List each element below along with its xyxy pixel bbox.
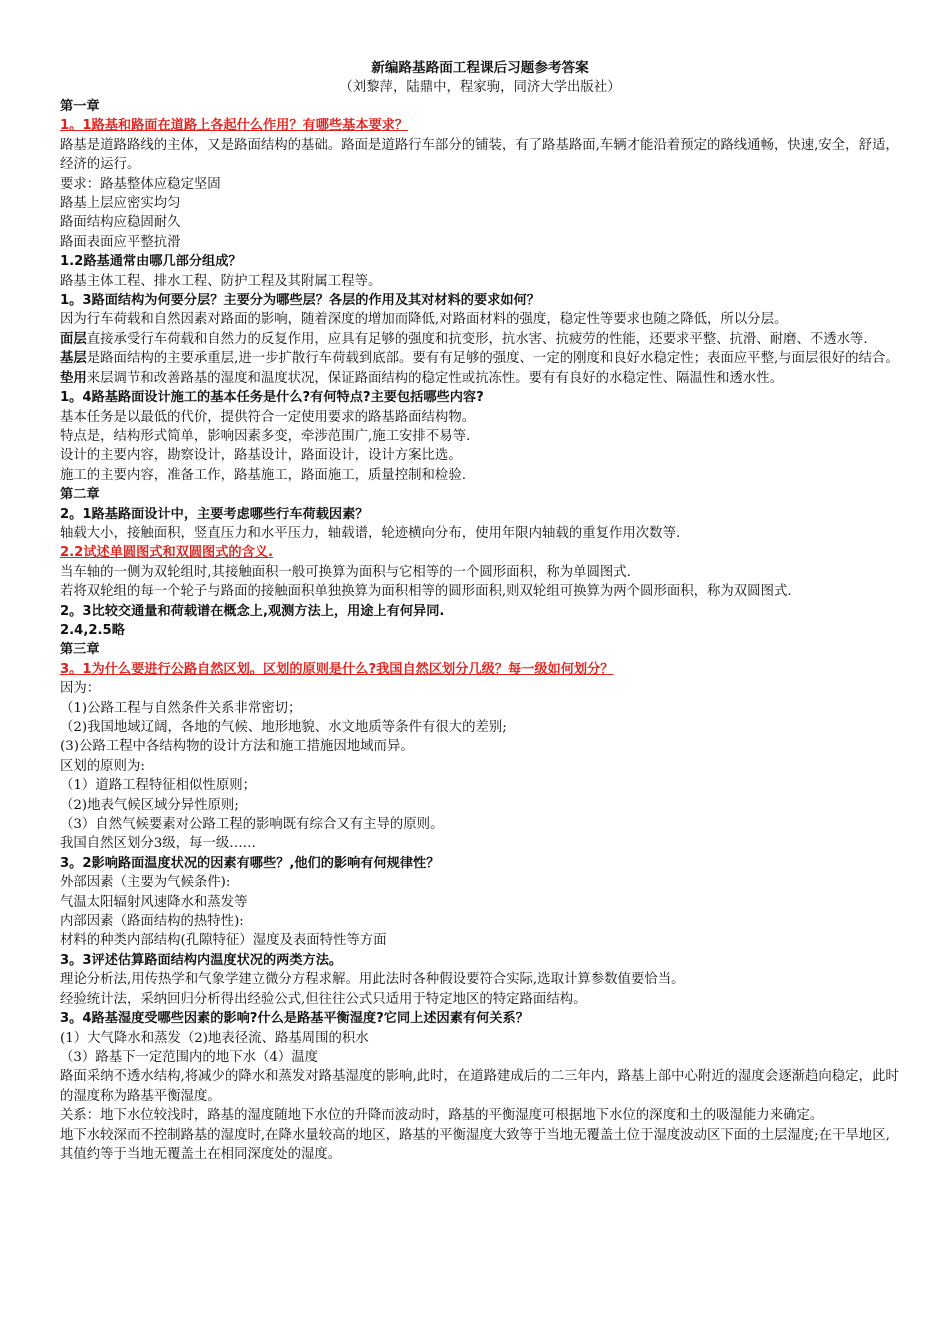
chapter-3-heading: 第三章 <box>60 642 100 658</box>
question-3-3: 3。3评述估算路面结构内温度状况的两类方法。 <box>60 952 343 968</box>
answer-paragraph: （2)我国地域辽阔，各地的气候、地形地貌、水文地质等条件有很大的差别; <box>60 720 507 735</box>
chapter-2-heading: 第二章 <box>60 487 100 503</box>
question-2-1: 2。1路基路面设计中，主要考虑哪些行车荷载因素？ <box>60 506 369 522</box>
answer-paragraph: (1）大气降水和蒸发（2)地表径流、路基周围的积水 <box>60 1030 369 1046</box>
document-subtitle: （刘黎萍，陆鼎中，程家驹，同济大学出版社） <box>339 80 621 95</box>
answer-text: 来层调节和改善路基的湿度和温度状况，保证路面结构的稳定性或抗冻性。要有有良好的水稳定性、隔温性和透水性。 <box>86 370 784 386</box>
answer-paragraph: 设计的主要内容，勘察设计，路基设计，路面设计，设计方案比选。 <box>60 448 462 464</box>
answer-paragraph: 区划的原则为: <box>60 758 145 774</box>
answer-paragraph: 外部因素（主要为气候条件): <box>60 875 231 891</box>
question-1-1: 1。1路基和路面在道路上各起什么作用？有哪些基本要求？ <box>60 118 409 134</box>
answer-paragraph: 轴载大小，接触面积，竖直压力和水平压力，轴载谱，轮迹横向分布，使用年限内轴载的重复作用次数等. <box>60 525 681 541</box>
answer-paragraph: 当车轴的一侧为双轮组时,其接触面积一般可换算为面积与它相等的一个圆形面积，称为单圆图式. <box>60 564 631 580</box>
chapter-1-heading: 第一章 <box>60 99 100 114</box>
document-title: 新编路基路面工程课后习题参考答案 <box>371 60 589 76</box>
question-2-2: 2.2试述单圆图式和双圆图式的含义. <box>60 545 273 561</box>
answer-paragraph: 地下水较深而不控制路基的湿度时,在降水量较高的地区，路基的平衡湿度大致等于当地无覆盖土位于湿度波动区下面的土层湿度;在干旱地区,其值约等于当地无覆盖土在相同深度处的湿度。 <box>60 1127 890 1162</box>
answer-paragraph <box>60 369 900 388</box>
answer-paragraph: 气温太阳辐射风速降水和蒸发等 <box>60 894 248 910</box>
question-3-4: 3。4路基湿度受哪些因素的影响?什么是路基平衡湿度?它同上述因素有何关系？ <box>60 1011 529 1027</box>
answer-paragraph: 材料的种类内部结构(孔隙特征）湿度及表面特性等方面 <box>60 933 387 949</box>
answer-paragraph: 路面结构应稳固耐久 <box>60 215 181 231</box>
question-1-4: 1。4路基路面设计施工的基本任务是什么?有何特点?主要包括哪些内容? <box>60 390 484 406</box>
answer-paragraph <box>60 330 900 349</box>
answer-paragraph: （1）道路工程特征相似性原则； <box>60 778 256 794</box>
answer-paragraph: 理论分析法,用传热学和气象学建立微分方程求解。用此法时各种假设要符合实际,选取计算参数值要恰当。 <box>60 972 685 988</box>
answer-paragraph: 关系：地下水位较浅时，路基的湿度随地下水位的升降而波动时，路基的平衡湿度可根据地下水位的深度和土的吸湿能力来确定。 <box>60 1108 824 1124</box>
answer-paragraph: （3）自然气候要素对公路工程的影响既有综合又有主导的原则。 <box>60 817 444 833</box>
answer-paragraph: 因为行车荷载和自然因素对路面的影响，随着深度的增加而降低,对路面材料的强度，稳定性等要求也随之降低，所以分层。 <box>60 312 788 328</box>
answer-paragraph: 要求：路基整体应稳定坚固 <box>60 176 221 192</box>
question-3-2: 3。2影响路面温度状况的因素有哪些？,他们的影响有何规律性？ <box>60 855 440 871</box>
term-surface-layer: 面层 <box>60 331 87 347</box>
answer-paragraph: 基本任务是以最低的代价，提供符合一定使用要求的路基路面结构物。 <box>60 409 476 425</box>
answer-text: 是路面结构的主要承重层,进一步扩散行车荷载到底部。要有有足够的强度、一定的刚度和良好水稳定性；表面应平整,与面层很好的结合。 <box>86 351 899 367</box>
question-1-2: 1.2路基通常由哪几部分组成？ <box>60 254 242 270</box>
answer-paragraph: （2)地表气候区域分异性原则; <box>60 797 239 813</box>
answer-paragraph <box>60 349 900 368</box>
answer-paragraph: 若将双轮组的每一个轮子与路面的接触面积单独换算为面积相等的圆形面积,则双轮组可换算为两个圆形面积，称为双圆图式. <box>60 584 792 600</box>
answer-text: 直接承受行车荷载和自然力的反复作用，应具有足够的强度和抗变形，抗水害、抗疲劳的性能，还要求平整、抗滑、耐磨、不透水等. <box>86 331 868 347</box>
question-3-1: 3。1为什么要进行公路自然区划。区划的原则是什么?我国自然区划分几级？每一级如何划分？ <box>60 661 614 677</box>
answer-paragraph: 路基上层应密实均匀 <box>60 196 181 212</box>
answer-paragraph: （1)公路工程与自然条件关系非常密切； <box>60 700 302 716</box>
answer-paragraph: 经验统计法，采纳回归分析得出经验公式,但往往公式只适用于特定地区的特定路面结构。 <box>60 991 587 1007</box>
answer-paragraph: 施工的主要内容，准备工作，路基施工，路面施工，质量控制和检验. <box>60 467 466 483</box>
answer-paragraph: 路面采纳不透水结构,将减少的降水和蒸发对路基湿度的影响,此时，在道路建成后的二三年内，路基上部中心附近的湿度会逐渐趋向稳定，此时的湿度称为路基平衡湿度。 <box>60 1069 899 1104</box>
answer-paragraph: 路面表面应平整抗滑 <box>60 234 181 250</box>
answer-paragraph: 内部因素（路面结构的热特性): <box>60 914 244 930</box>
answer-paragraph: （3）路基下一定范围内的地下水（4）温度 <box>60 1049 319 1065</box>
question-2-4-2-5: 2.4,2.5略 <box>60 622 125 638</box>
document-page <box>60 58 900 1164</box>
term-base-layer: 基层 <box>60 351 87 367</box>
term-cushion-layer: 垫用 <box>60 370 87 386</box>
answer-paragraph: 因为： <box>60 681 101 697</box>
answer-paragraph: 我国自然区划分3级，每一级…… <box>60 836 256 852</box>
answer-paragraph: 特点是，结构形式简单，影响因素多变，牵涉范围广,施工安排不易等. <box>60 428 471 444</box>
answer-paragraph: 路基主体工程、排水工程、防护工程及其附属工程等。 <box>60 273 382 289</box>
answer-paragraph: (3)公路工程中各结构物的设计方法和施工措施因地域而异。 <box>60 739 414 755</box>
answer-paragraph: 路基是道路路线的主体，又是路面结构的基础。路面是道路行车部分的铺装，有了路基路面,车辆才能沿着预定的路线通畅，快速,安全，舒适，经济的运行。 <box>60 137 899 173</box>
question-1-3: 1。3路面结构为何要分层？主要分为哪些层？各层的作用及其对材料的要求如何？ <box>60 293 540 309</box>
question-2-3: 2。3比较交通量和荷载谱在概念上,观测方法上，用途上有何异同. <box>60 603 445 619</box>
